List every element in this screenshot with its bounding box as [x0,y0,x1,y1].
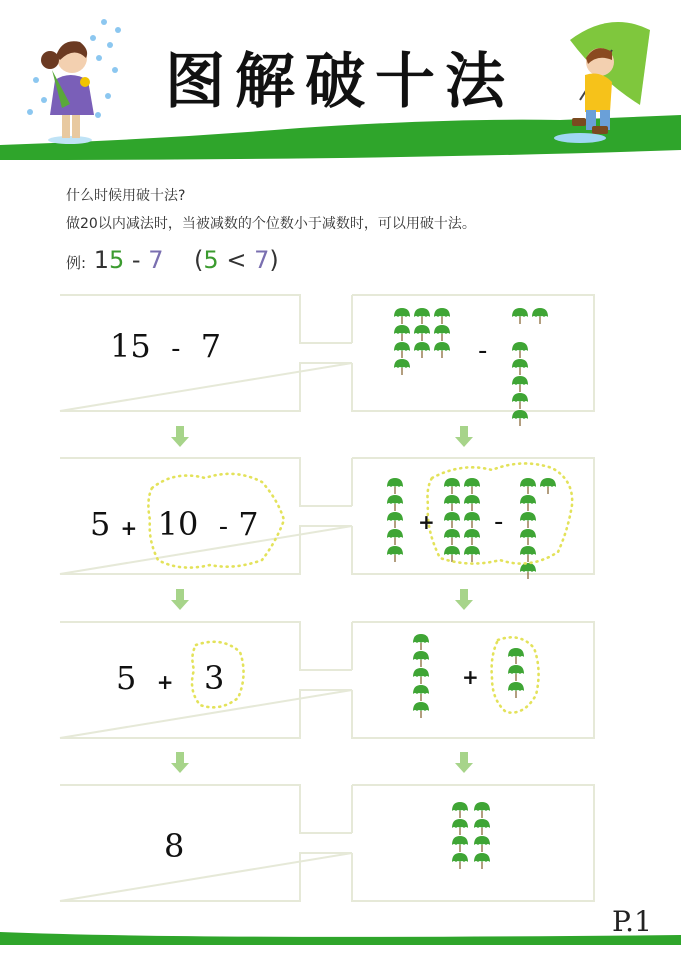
step3-plus: + [156,670,174,694]
umbrella-icon [474,802,490,818]
step2-plus: + [120,516,138,540]
umbrella-icon [413,668,429,684]
umbrella-icon [520,546,536,562]
step2-umbrella-minus: - [494,507,504,537]
umbrella-icon [394,359,410,375]
puzzle-box-right [352,785,594,901]
arrow-down-icon [455,426,473,447]
step4-answer: 8 [164,827,185,865]
umbrella-icon [464,512,480,528]
umbrella-icon [474,819,490,835]
umbrella-icon [464,478,480,494]
umbrella-icon [387,495,403,511]
page-number: P.1 [612,905,652,938]
umbrella-icon [512,376,528,392]
example-minuend-ones: 5 [108,246,125,274]
puzzle-box-left [60,785,352,901]
step2-expression [90,505,259,543]
umbrella-icon [512,393,528,409]
step4-result [164,827,185,865]
umbrella-icon [434,342,450,358]
step2-ones: 5 [90,505,111,543]
umbrella-icon [520,478,536,494]
step3-difference: 3 [203,659,225,697]
umbrella-icon [532,308,548,324]
umbrella-icon [452,836,468,852]
step3-ones: 5 [116,659,137,697]
umbrella-icon [414,308,430,324]
umbrella-icon [394,342,410,358]
umbrella-icon [474,853,490,869]
umbrella-icon [387,512,403,528]
step3-umbrella-plus: + [462,665,479,689]
example-compare-open: ( [194,246,204,274]
step1-minus: - [171,334,181,364]
arrow-down-icon [171,589,189,610]
example-compare-right: 7 [254,246,270,274]
umbrella-icon [413,685,429,701]
step1-expression [110,327,222,365]
umbrella-icon [413,651,429,667]
step1-umbrella-minus: - [478,336,488,366]
umbrella-icon [464,546,480,562]
umbrella-icon [520,512,536,528]
step2-umbrella-plus: + [418,510,435,534]
umbrella-icon [452,853,468,869]
intro-question: 什么时候用破十法? [66,188,186,204]
umbrella-icon [452,819,468,835]
umbrella-icon [512,342,528,358]
umbrella-icon [512,308,528,324]
intro-answer: 做20以内减法时，当被减数的个位数小于减数时，可以用破十法。 [66,216,476,232]
puzzle-box-right [352,295,594,411]
umbrella-icon [414,342,430,358]
arrow-down-icon [171,752,189,773]
step2-minus: - [218,512,229,542]
step2-ten: 10 [157,505,199,543]
umbrella-icon [387,546,403,562]
page-title: 图解破十法 [165,47,515,117]
umbrella-icon [474,836,490,852]
umbrella-icon [413,634,429,650]
umbrella-icon [520,563,536,579]
example-compare-symbol: < [226,246,247,274]
umbrella-icon [512,359,528,375]
umbrella-icon [520,529,536,545]
grass-footer [0,932,681,945]
step1-minuend: 15 [110,327,151,365]
umbrella-icon [444,529,460,545]
step1-subtrahend: 7 [200,327,222,365]
example-subtrahend: 7 [148,246,164,274]
umbrella-icon [394,308,410,324]
arrow-down-icon [455,752,473,773]
umbrella-icon [540,478,556,494]
umbrella-icon [508,648,524,664]
example-compare-close: ) [269,246,279,274]
example-minuend-tens: 1 [93,246,109,274]
umbrella-icon [387,529,403,545]
umbrella-icon [464,495,480,511]
umbrella-icon [508,665,524,681]
umbrella-icon [387,478,403,494]
example-compare-left: 5 [203,246,219,274]
umbrella-icon [434,308,450,324]
umbrella-icon [512,410,528,426]
umbrella-icon [444,478,460,494]
umbrella-icon [520,495,536,511]
umbrella-icon [394,325,410,341]
umbrella-icon [434,325,450,341]
umbrella-icon [452,802,468,818]
umbrella-icon [444,495,460,511]
step3-expression [116,659,225,697]
step2-subtrahend: 7 [238,505,259,543]
umbrella-icon [444,512,460,528]
arrow-down-icon [455,589,473,610]
example-minus: - [131,246,141,274]
umbrella-icon [414,325,430,341]
example-label: 例: [66,254,87,272]
umbrella-icon [413,702,429,718]
arrow-down-icon [171,426,189,447]
umbrella-icon [508,682,524,698]
umbrella-icon [464,529,480,545]
